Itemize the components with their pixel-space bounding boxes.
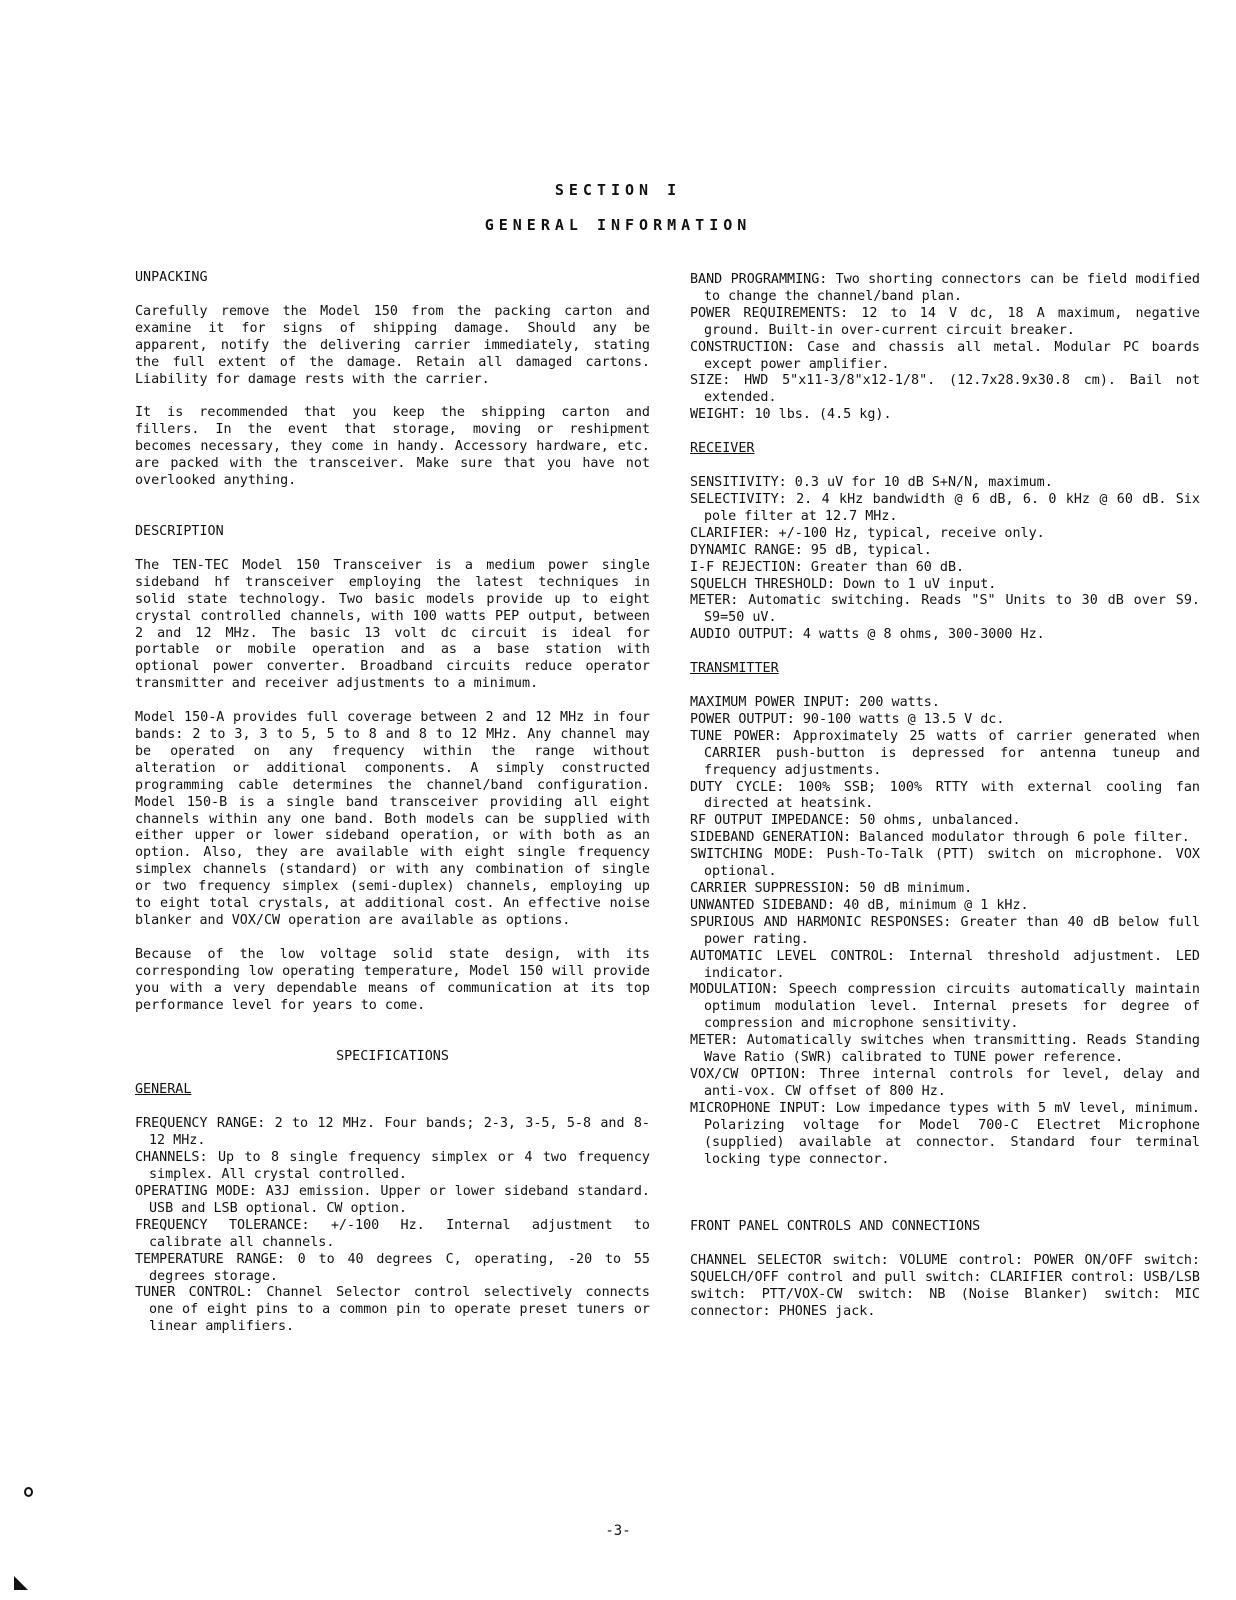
transmitter-heading: TRANSMITTER: [690, 661, 779, 677]
spec-item: UNWANTED SIDEBAND: 40 dB, minimum @ 1 kHz.: [690, 897, 1029, 913]
spec-item: TUNER CONTROL: Channel Selector control selectively connects one of eight pins to a common pin to operate preset tuners or linear amplifiers.: [135, 1285, 650, 1335]
right-column: [690, 272, 1200, 1321]
spec-item: METER: Automatically switches when transmitting. Reads Standing Wave Ratio (SWR) calibrated to TUNE power reference.: [690, 1033, 1200, 1066]
spec-item: DUTY CYCLE: 100% SSB; 100% RTTY with external cooling fan directed at heatsink.: [690, 779, 1200, 812]
section-title: SECTION I: [554, 181, 682, 199]
spec-item: TEMPERATURE RANGE: 0 to 40 degrees C, operating, -20 to 55 degrees storage.: [135, 1251, 650, 1284]
spec-item: CLARIFIER: +/-100 Hz, typical, receive only.: [690, 525, 1045, 541]
page-number: -3-: [605, 1523, 631, 1539]
spec-item: RF OUTPUT IMPEDANCE: 50 ohms, unbalanced.: [690, 813, 1021, 829]
spec-item: FREQUENCY RANGE: 2 to 12 MHz. Four bands; 2-3, 3-5, 5-8 and 8-12 MHz.: [135, 1116, 650, 1149]
spec-item: CONSTRUCTION: Case and chassis all metal. Modular PC boards except power amplifier.: [690, 339, 1200, 372]
front-panel-heading: FRONT PANEL CONTROLS AND CONNECTIONS: [690, 1219, 981, 1235]
punch-hole-mark: [24, 1487, 33, 1497]
spec-item: SIZE: HWD 5"x11-3/8"x12-1/8". (12.7x28.9x30.8 cm). Bail not extended.: [690, 373, 1200, 406]
spec-item: WEIGHT: 10 lbs. (4.5 kg).: [690, 407, 892, 423]
specifications-heading: SPECIFICATIONS: [336, 1048, 449, 1064]
spec-item: AUTOMATIC LEVEL CONTROL: Internal threshold adjustment. LED indicator.: [690, 948, 1200, 981]
spec-item: SIDEBAND GENERATION: Balanced modulator through 6 pole filter.: [690, 830, 1190, 846]
receiver-heading: RECEIVER: [690, 441, 755, 457]
spec-item: SPURIOUS AND HARMONIC RESPONSES: Greater than 40 dB below full power rating.: [690, 914, 1200, 947]
description-heading: DESCRIPTION: [135, 523, 224, 539]
spec-item: OPERATING MODE: A3J emission. Upper or lower sideband standard. USB and LSB optional. CW option.: [135, 1183, 650, 1216]
description-paragraph-2: Model 150-A provides full coverage between 2 and 12 MHz in four bands: 2 to 3, 3 to 5, 5 to 8 and 8 to 12 MHz. Any channel may be operated on any frequency within the range without alteration or additional components. A simply constructed programming cable determines the channel/band configuration. Model 150-B is a single band transceiver providing all eight channels within any one band. Both models can be supplied with either upper or lower sideband operation, or with both as an option. Also, they are available with eight single frequency simplex channels (standard) or with any combination of single or two frequency simplex (semi-duplex) channels, employing up to eight total crystals, at additional cost. An effective noise blanker and VOX/CW operation are available as options.: [135, 710, 650, 928]
spec-item: METER: Automatic switching. Reads "S" Units to 30 dB over S9. S9=50 uV.: [690, 593, 1200, 626]
spec-item: VOX/CW OPTION: Three internal controls for level, delay and anti-vox. CW offset of 800 Hz.: [690, 1066, 1200, 1099]
spec-item: SWITCHING MODE: Push-To-Talk (PTT) switch on microphone. VOX optional.: [690, 847, 1200, 880]
spec-item: BAND PROGRAMMING: Two shorting connectors can be field modified to change the channel/band plan.: [690, 272, 1200, 304]
spec-item: FREQUENCY TOLERANCE: +/-100 Hz. Internal adjustment to calibrate all channels.: [135, 1217, 650, 1250]
front-panel-paragraph: CHANNEL SELECTOR switch: VOLUME control: POWER ON/OFF switch: SQUELCH/OFF control and pull switch: CLARIFIER control: USB/LSB switch: PTT/VOX-CW switch: NB (Noise Blanker) switch: MIC connector: PHONES jack.: [690, 1253, 1200, 1320]
spec-item: I-F REJECTION: Greater than 60 dB.: [690, 559, 965, 575]
spec-item: CARRIER SUPPRESSION: 50 dB minimum.: [690, 881, 973, 896]
corner-triangle-icon: [14, 1576, 28, 1590]
spec-item: TUNE POWER: Approximately 25 watts of carrier generated when CARRIER push-button is depressed for antenna tuneup and frequency adjustments.: [690, 728, 1200, 778]
spec-item: POWER OUTPUT: 90-100 watts @ 13.5 V dc.: [690, 711, 1005, 727]
unpacking-paragraph-1: Carefully remove the Model 150 from the packing carton and examine it for signs of shipping damage. Should any be apparent, notify the delivering carrier immediately, stating the full extent of the damage. Retain all damaged cartons. Liability for damage rests with the carrier.: [135, 303, 650, 387]
spec-item: MICROPHONE INPUT: Low impedance types with 5 mV level, minimum. Polarizing voltage for Model 700-C Electret Microphone (supplied) available at connector. Standard four terminal locking type connector.: [690, 1100, 1200, 1167]
spec-item: AUDIO OUTPUT: 4 watts @ 8 ohms, 300-3000 Hz.: [690, 627, 1045, 643]
unpacking-paragraph-2: It is recommended that you keep the shipping carton and fillers. In the event that storage, moving or reshipment becomes necessary, they come in handy. Accessory hardware, etc. are packed with the transceiver. Make sure that you have not overlooked anything.: [135, 405, 650, 489]
left-column: [135, 270, 650, 1336]
spec-item: CHANNELS: Up to 8 single frequency simplex or 4 two frequency simplex. All crystal controlled.: [135, 1150, 650, 1183]
unpacking-heading: UNPACKING: [135, 270, 208, 285]
spec-item: MODULATION: Speech compression circuits automatically maintain optimum modulation level. Internal presets for degree of compression and microphone sensitivity.: [690, 982, 1200, 1032]
general-heading: GENERAL: [135, 1082, 192, 1098]
spec-item: SELECTIVITY: 2. 4 kHz bandwidth @ 6 dB, 6. 0 kHz @ 60 dB. Six pole filter at 12.7 MHz.: [690, 491, 1200, 524]
spec-item: MAXIMUM POWER INPUT: 200 watts.: [690, 695, 940, 711]
spec-item: POWER REQUIREMENTS: 12 to 14 V dc, 18 A maximum, negative ground. Built-in over-current circuit breaker.: [690, 305, 1200, 338]
spec-item: DYNAMIC RANGE: 95 dB, typical.: [690, 542, 932, 558]
description-paragraph-3: Because of the low voltage solid state design, with its corresponding low operating temperature, Model 150 will provide you with a very dependable means of communication at its top performance level for years to come.: [135, 946, 650, 1013]
spec-item: SQUELCH THRESHOLD: Down to 1 uV input.: [690, 576, 997, 592]
description-paragraph-1: The TEN-TEC Model 150 Transceiver is a medium power single sideband hf transceiver employing the latest techniques in solid state technology. Two basic models provide up to eight crystal controlled channels, with 100 watts PEP output, between 2 and 12 MHz. The basic 13 volt dc circuit is ideal for portable or mobile operation and as a base station with optional power converter. Broadband circuits reduce operator transmitter and receiver adjustments to a minimum.: [135, 557, 650, 692]
section-subtitle: GENERAL INFORMATION: [484, 216, 752, 234]
spec-item: SENSITIVITY: 0.3 uV for 10 dB S+N/N, maximum.: [690, 475, 1053, 491]
